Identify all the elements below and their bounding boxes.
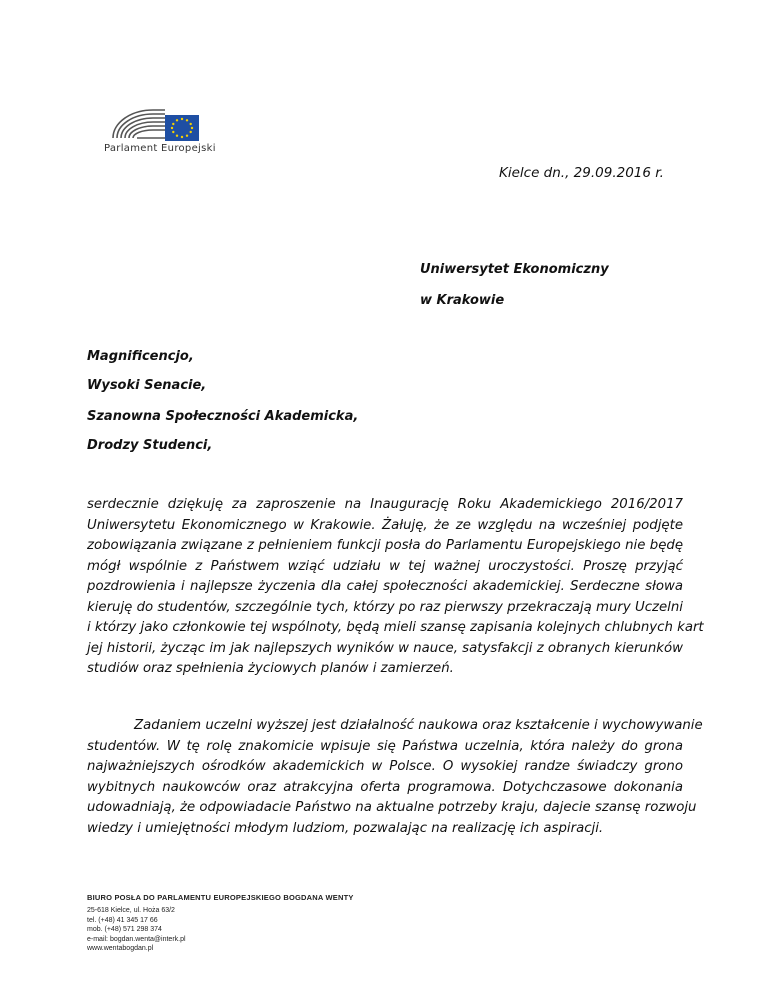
footer-title: BIURO POSŁA DO PARLAMENTU EUROPEJSKIEGO BOGDANA WENTY: [87, 893, 354, 902]
salutation-4: Drodzy Studenci,: [87, 438, 213, 453]
paragraph-line: Uniwersytetu Ekonomicznego w Krakowie. Żałuję, że ze względu na wcześniej podjęte: [87, 517, 683, 533]
footer-email: e-mail: bogdan.wenta@interk.pl: [87, 935, 186, 943]
paragraph-line: najważniejszych ośrodków akademickich w Polsce. O wysokiej randze świadczy grono: [87, 759, 683, 774]
paragraph-line: Zadaniem uczelni wyższej jest działalność naukowa oraz kształcenie i wychowywanie: [134, 718, 703, 733]
paragraph-line: pozdrowienia i najlepsze życzenia dla całej społeczności akademickiej. Serdeczne słowa: [87, 579, 683, 594]
footer-mobile: mob. (+48) 571 298 374: [87, 926, 162, 934]
salutation-2: Wysoki Senacie,: [87, 378, 207, 393]
paragraph-line: studentów. W tę rolę znakomicie wpisuje się Państwa uczelnia, która należy do grona: [87, 738, 683, 754]
recipient-line-2: w Krakowie: [420, 293, 505, 308]
office-footer: [87, 893, 354, 954]
paragraph-line: zobowiązania związane z pełnieniem funkcji posła do Parlamentu Europejskiego nie będę: [87, 538, 683, 553]
paragraph-line: wybitnych naukowców oraz atrakcyjna oferta programowa. Dotychczasowe dokonania: [87, 779, 683, 795]
salutation-3: Szanowna Społeczności Akademicka,: [87, 409, 359, 424]
paragraph-line: jej historii, życząc im jak najlepszych wyników w nauce, satysfakcji z obranych kierunków: [87, 640, 683, 656]
logo-caption: Parlament Europejski: [104, 143, 216, 154]
hemicycle-arc-6: [133, 130, 165, 138]
paragraph-1: [87, 495, 704, 680]
paragraph-line: udowadniają, że odpowiadacie Państwo na aktualne potrzeby kraju, dajecie szansę rozwoju: [87, 800, 697, 815]
paragraph-line: i którzy jako członkowie tej wspólnoty, będą mieli szansę zapisania kolejnych chlubnych kart: [87, 620, 704, 635]
paragraph-line: studiów oraz spełnienia życiowych planów i zamierzeń.: [87, 661, 454, 676]
footer-address: 25-618 Kielce, ul. Hoża 63/2: [87, 907, 175, 914]
salutation-1: Magnificencjo,: [87, 349, 194, 364]
footer-website: www.wentabogdan.pl: [87, 945, 154, 953]
paragraph-2: [87, 716, 703, 839]
paragraph-line: wiedzy i umiejętności młodym ludziom, pozwalając na realizację ich aspiracji.: [87, 820, 604, 836]
letter-date: Kielce dn., 29.09.2016 r.: [499, 165, 664, 181]
paragraph-line: mógł wspólnie z Państwem wziąć udziału w tej ważnej uroczystości. Proszę przyjąć: [87, 558, 683, 574]
paragraph-line: kieruję do studentów, szczególnie tych, którzy po raz pierwszy przekraczają mury Uczelni: [87, 599, 683, 615]
paragraph-line: serdecznie dziękuję za zaproszenie na Inaugurację Roku Akademickiego 2016/2017: [87, 497, 683, 512]
recipient-line-1: Uniwersytet Ekonomiczny: [420, 262, 609, 277]
footer-phone: tel. (+48) 41 345 17 66: [87, 916, 158, 924]
